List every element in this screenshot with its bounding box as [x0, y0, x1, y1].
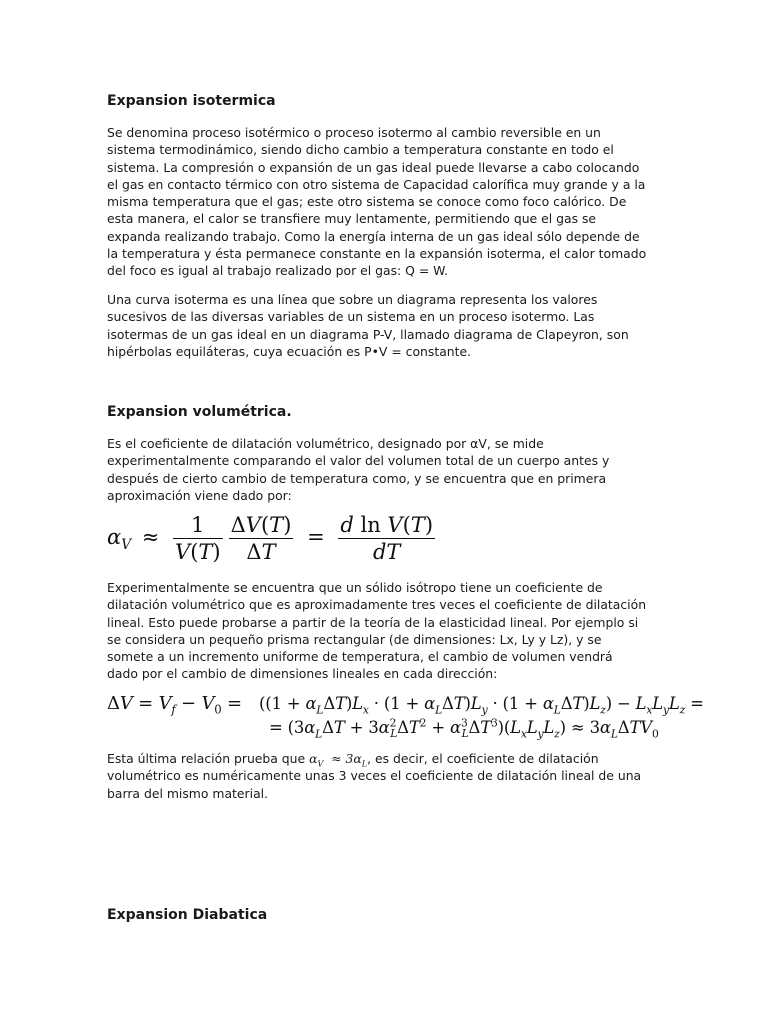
paragraph-volumetrica-2: Experimentalmente se encuentra que un sólido isótropo tiene un coeficiente de dilatación volumétrico que es aproximadamente tres veces el coeficiente de dilatación lineal. Esto puede probarse a partir de la teoría de la elasticidad lineal. Por ejemplo si se considera un pequeño prisma rectangular (de dimensiones: Lx, Ly y Lz), y se somete a un incremento uniforme de temperatura, el cambio de volumen vendrá dado por el cambio de dimensiones lineales en cada dirección: [107, 580, 647, 682]
formula-alpha-v: $\alpha_V$ [107, 525, 132, 554]
formula-fraction-dv-over-dt: $\frac{\Delta V(T)}{\Delta T}$ [230, 513, 292, 564]
inline-formula-alpha-v-approx: $\alpha_V \approx 3\alpha_L$ [309, 751, 368, 769]
formula-volume-change-line-1: $\Delta V = V_f - V_0 = ((1 + \alpha_L\Delta T)L_x \cdot (1 + \alpha_L\Delta T)L_y \cdot (1 + \alpha_L\Delta T)L_z) - L_xL_yL_z$ = [107, 693, 704, 717]
formula-fraction-1-over-vt: $\frac{1}{V(T)}$ [175, 513, 221, 564]
paragraph-volumetrica-3 [107, 750, 647, 802]
paragraph-isotermica-1: Se denomina proceso isotérmico o proceso isotermo al cambio reversible en un sistema termodinámico, siendo dicho cambio a temperatura constante en todo el sistema. La compresión o expansión de un gas ideal puede llevarse a cabo colocando el gas en contacto térmico con otro sistema de Capacidad calorífica muy grande y a la misma temperatura que el gas; este otro sistema se conoce como foco calórico. De esta manera, el calor se transfiere muy lentamente, permitiendo que el gas se expanda realizando trabajo. Como la energía interna de un gas ideal sólo depende de la temperatura y ésta permanece constante en la expansión isoterma, el calor tomado del foco es igual al trabajo realizado por el gas: Q = W. [107, 125, 647, 279]
section-heading-volumetrica: Expansion volumétrica. [107, 404, 292, 420]
formula-volumetric-coefficient: $\alpha_V$ ≈ $\frac{1}{V(T)}$ $\frac{\Delta V(T)}{\Delta T}$ = $\frac{\text{d ln V(T)}}{dT}$ [107, 513, 434, 564]
formula-volume-change-line-2: = $(3\alpha_L\Delta T + 3\alpha^2_L\Delta T^2 + \alpha^3_L\Delta T^3)(L_xL_yL_z) \approx 3\alpha_L\Delta TV_0$ [269, 716, 659, 741]
closing-text-prefix: Esta última relación prueba que [107, 751, 310, 766]
paragraph-volumetrica-1: Es el coeficiente de dilatación volumétrico, designado por αV, se mide experimentalmente comparando el valor del volumen total de un cuerpo antes y después de cierto cambio de temperatura como, y se encuentra que en primera aproximación viene dado por: [107, 436, 610, 503]
section-heading-isotermica: Expansion isotermica [107, 93, 276, 109]
formula-volume-change [107, 692, 704, 740]
formula-fraction-dln-over-dt: $\frac{\text{d ln V(T)}}{dT}$ [340, 513, 434, 564]
closing-text-suffix: , es decir, el coeficiente de dilatación volumétrico es numéricamente unas 3 veces el coeficiente de dilatación lineal de una barra del mismo material. [107, 751, 642, 801]
paragraph-isotermica-2: Una curva isoterma es una línea que sobre un diagrama representa los valores sucesivos de las diversas variables de un sistema en un proceso isotermo. Las isotermas de un gas ideal en un diagrama P-V, llamado diagrama de Clapeyron, son hipérbolas equiláteras, cuya ecuación es P•V = constante. [107, 292, 629, 359]
section-heading-diabatica: Expansion Diabatica [107, 907, 268, 923]
